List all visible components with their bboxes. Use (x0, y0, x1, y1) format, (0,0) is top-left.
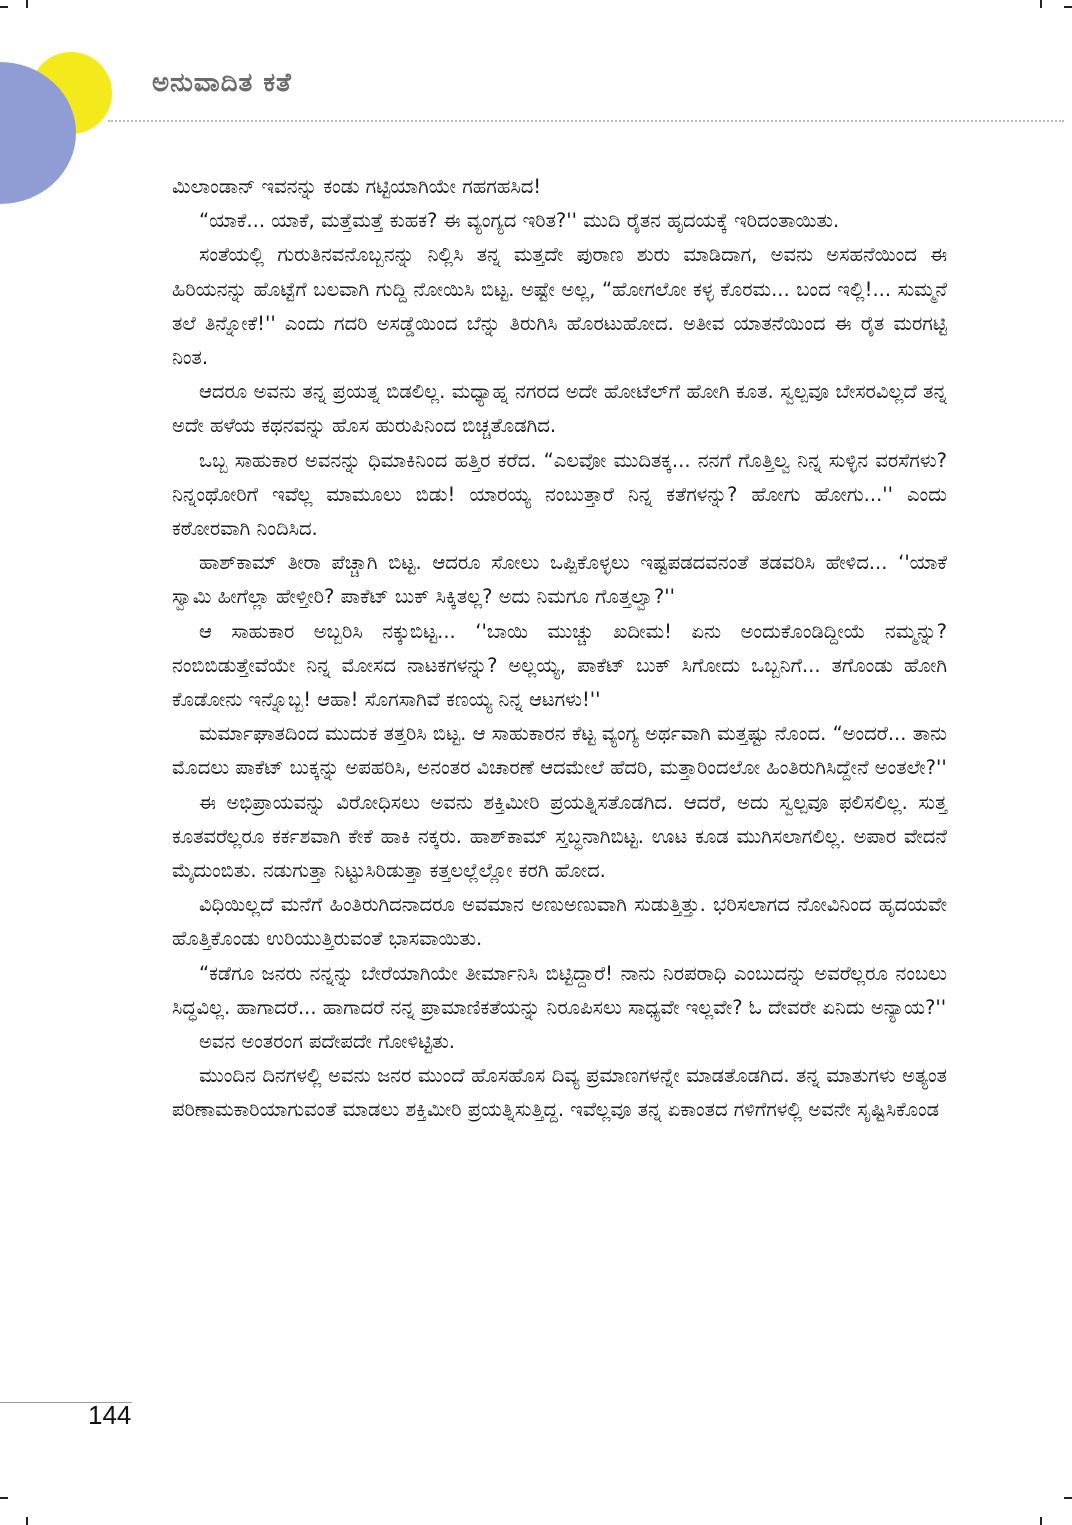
crop-mark (1064, 6, 1072, 8)
paragraph: ಮರ್ಮಾಘಾತದಿಂದ ಮುದುಕ ತತ್ತರಿಸಿ ಬಿಟ್ಟ. ಆ ಸಾಹುಕಾರನ ಕೆಟ್ಟ ವ್ಯಂಗ್ಯ ಅರ್ಥವಾಗಿ ಮತ್ತಷ್ಟು ನೊಂದ. “ಅಂದರೆ... ತಾನು ಮೊದಲು ಪಾಕೆಟ್ ಬುಕ್ಕನ್ನು ಅಪಹರಿಸಿ, ಅನಂತರ ವಿಚಾರಣೆ ಆದಮೇಲೆ ಹೆದರಿ, ಮತ್ತಾರಿಂದಲೋ ಹಿಂತಿರುಗಿಸಿದ್ದೇನೆ ಅಂತಲೇ?'' (172, 722, 947, 780)
paragraph: “ಕಡೆಗೂ ಜನರು ನನ್ನನ್ನು ಬೇರೆಯಾಗಿಯೇ ತೀರ್ಮಾನಿಸಿ ಬಿಟ್ಟಿದ್ದಾರೆ! ನಾನು ನಿರಪರಾಧಿ ಎಂಬುದನ್ನು ಅವರೆಲ್ಲರೂ ನಂಬಲು ಸಿದ್ಧವಿಲ್ಲ. ಹಾಗಾದರೆ... ಹಾಗಾದರೆ ನನ್ನ ಪ್ರಾಮಾಣಿಕತೆಯನ್ನು ನಿರೂಪಿಸಲು ಸಾಧ್ಯವೇ ಇಲ್ಲವೇ? ಓ ದೇವರೇ ಏನಿದು ಅನ್ಯಾಯ?'' (172, 961, 947, 1019)
paragraph: ಹಾಶ್‌ಕಾಮ್ ತೀರಾ ಪೆಚ್ಚಾಗಿ ಬಿಟ್ಟ. ಆದರೂ ಸೋಲು ಒಪ್ಪಿಕೊಳ್ಳಲು ಇಷ್ಟಪಡದವನಂತೆ ತಡವರಿಸಿ ಹೇಳಿದ... ‘'ಯಾಕೆ ಸ್ವಾಮಿ ಹೀಗೆಲ್ಲಾ ಹೇಳ್ತೀರಿ? ಪಾಕೆಟ್ ಬುಕ್ ಸಿಕ್ಕಿತಲ್ಲ? ಅದು ನಿಮಗೂ ಗೊತ್ತಲ್ವಾ?'' (172, 551, 947, 609)
header-dotted-rule (108, 120, 1064, 122)
crop-mark (26, 1517, 28, 1525)
crop-mark (0, 1497, 8, 1499)
paragraph: ಆದರೂ ಅವನು ತನ್ನ ಪ್ರಯತ್ನ ಬಿಡಲಿಲ್ಲ. ಮಧ್ಯಾಹ್ನ ನಗರದ ಅದೇ ಹೋಟೆಲ್‌ಗೆ ಹೋಗಿ ಕೂತ. ಸ್ವಲ್ಪವೂ ಬೇಸರವಿಲ್ಲದೆ ತನ್ನ ಅದೇ ಹಳೆಯ ಕಥನವನ್ನು ಹೊಸ ಹುರುಪಿನಿಂದ ಬಿಚ್ಚತೊಡಗಿದ. (172, 380, 947, 438)
paragraph: ವಿಧಿಯಿಲ್ಲದೆ ಮನೆಗೆ ಹಿಂತಿರುಗಿದನಾದರೂ ಅವಮಾನ ಅಣುಅಣುವಾಗಿ ಸುಡುತ್ತಿತ್ತು. ಭರಿಸಲಾಗದ ನೋವಿನಿಂದ ಹೃದಯವೇ ಹೊತ್ತಿಕೊಂಡು ಉರಿಯುತ್ತಿರುವಂತೆ ಭಾಸವಾಯಿತು. (172, 893, 947, 951)
paragraph: ಸಂತೆಯಲ್ಲಿ ಗುರುತಿನವನೊಬ್ಬನನ್ನು ನಿಲ್ಲಿಸಿ ತನ್ನ ಮತ್ತದೇ ಪುರಾಣ ಶುರು ಮಾಡಿದಾಗ, ಅವನು ಅಸಹನೆಯಿಂದ ಈ ಹಿರಿಯನನ್ನು ಹೊಟ್ಟೆಗೆ ಬಲವಾಗಿ ಗುದ್ದಿ ನೋಯಿಸಿ ಬಿಟ್ಟ. ಅಷ್ಟೇ ಅಲ್ಲ, “ಹೋಗಲೋ ಕಳ್ಳ ಕೊರಮ... ಬಂದ ಇಲ್ಲಿ!... ಸುಮ್ಮನೆ ತಲೆ ತಿನ್ನೋಕೆ!'' ಎಂದು ಗದರಿ ಅಸಡ್ಡೆಯಿಂದ ಬೆನ್ನು ತಿರುಗಿಸಿ ಹೊರಟುಹೋದ. ಅತೀವ ಯಾತನೆಯಿಂದ ಈ ರೈತ ಮರಗಟ್ಟಿ ನಿಂತ. (172, 243, 947, 370)
paragraph: “ಯಾಕೆ... ಯಾಕೆ, ಮತ್ತೆಮತ್ತೆ ಕುಹಕ? ಈ ವ್ಯಂಗ್ಯದ ಇರಿತ?'' ಮುದಿ ರೈತನ ಹೃದಯಕ್ಕೆ ಇರಿದಂತಾಯಿತು. (199, 209, 840, 233)
section-header-title: ಅನುವಾದಿತ ಕತೆ (152, 68, 292, 98)
paragraph: ಮುಂದಿನ ದಿನಗಳಲ್ಲಿ ಅವನು ಜನರ ಮುಂದೆ ಹೊಸಹೊಸ ದಿವ್ಯ ಪ್ರಮಾಣಗಳನ್ನೇ ಮಾಡತೊಡಗಿದ. ತನ್ನ ಮಾತುಗಳು ಅತ್ಯಂತ ಪರಿಣಾಮಕಾರಿಯಾಗುವಂತೆ ಮಾಡಲು ಶಕ್ತಿಮೀರಿ ಪ್ರಯತ್ನಿಸುತ್ತಿದ್ದ. ಇವೆಲ್ಲವೂ ತನ್ನ ಏಕಾಂತದ ಗಳಿಗೆಗಳಲ್ಲಿ ಅವನೇ ಸೃಷ್ಟಿಸಿಕೊಂಡ (172, 1064, 947, 1122)
crop-mark (1040, 1517, 1042, 1525)
paragraph: ಒಬ್ಬ ಸಾಹುಕಾರ ಅವನನ್ನು ಧಿಮಾಕಿನಿಂದ ಹತ್ತಿರ ಕರೆದ. “ಎಲವೋ ಮುದಿತಕ್ಕ... ನನಗೆ ಗೊತ್ತಿಲ್ವ ನಿನ್ನ ಸುಳ್ಳಿನ ವರಸೆಗಳು? ನಿನ್ನಂಥೋರಿಗೆ ಇವೆಲ್ಲ ಮಾಮೂಲು ಬಿಡು! ಯಾರಯ್ಯ ನಂಬುತ್ತಾರೆ ನಿನ್ನ ಕತೆಗಳನ್ನು? ಹೋಗು ಹೋಗು...'' ಎಂದು ಕಠೋರವಾಗಿ ನಿಂದಿಸಿದ. (172, 448, 947, 541)
crop-mark (1064, 1497, 1072, 1499)
crop-mark (26, 0, 28, 8)
crop-mark (1040, 0, 1042, 8)
paragraph: ಮಿಲಾಂಡಾನ್ ಇವನನ್ನು ಕಂಡು ಗಟ್ಟಿಯಾಗಿಯೇ ಗಹಗಹಸಿದ! (172, 175, 542, 198)
story-text (172, 170, 947, 1128)
paragraph: ಈ ಅಭಿಪ್ರಾಯವನ್ನು ವಿರೋಧಿಸಲು ಅವನು ಶಕ್ತಿಮೀರಿ ಪ್ರಯತ್ನಿಸತೊಡಗಿದ. ಆದರೆ, ಅದು ಸ್ವಲ್ಪವೂ ಫಲಿಸಲಿಲ್ಲ. ಸುತ್ತ ಕೂತವರೆಲ್ಲರೂ ಕರ್ಕಶವಾಗಿ ಕೇಕೆ ಹಾಕಿ ನಕ್ಕರು. ಹಾಶ್‌ಕಾಮ್ ಸ್ತಬ್ಧನಾಗಿಬಿಟ್ಟ. ಊಟ ಕೂಡ ಮುಗಿಸಲಾಗಲಿಲ್ಲ. ಅಪಾರ ವೇದನೆ ಮೈದುಂಬಿತು. ನಡುಗುತ್ತಾ ನಿಟ್ಟುಸಿರಿಡುತ್ತಾ ಕತ್ತಲಲ್ಲೆಲ್ಲೋ ಕರಗಿ ಹೋದ. (172, 790, 947, 883)
paragraph: ಅವನ ಅಂತರಂಗ ಪದೇಪದೇ ಗೋಳಿಟ್ಟಿತು. (199, 1030, 456, 1054)
page-number: 144 (88, 1400, 132, 1430)
paragraph: ಆ ಸಾಹುಕಾರ ಅಬ್ಬರಿಸಿ ನಕ್ಕುಬಿಟ್ಟ... ‘'ಬಾಯಿ ಮುಚ್ಚು ಖದೀಮ! ಏನು ಅಂದುಕೊಂಡಿದ್ದೀಯೆ ನಮ್ಮನ್ನು? ನಂಬಿಬಿಡುತ್ತೇವೆಯೇ ನಿನ್ನ ಮೋಸದ ನಾಟಕಗಳನ್ನು? ಅಲ್ಲಯ್ಯ, ಪಾಕೆಟ್ ಬುಕ್ ಸಿಗೋದು ಒಬ್ಬನಿಗೆ... ತಗೊಂಡು ಹೋಗಿ ಕೊಡೋನು ಇನ್ನೊಬ್ಬ! ಆಹಾ! ಸೊಗಸಾಗಿವೆ ಕಣಯ್ಯ ನಿನ್ನ ಆಟಗಳು!'' (172, 619, 947, 712)
crop-mark (0, 6, 8, 8)
